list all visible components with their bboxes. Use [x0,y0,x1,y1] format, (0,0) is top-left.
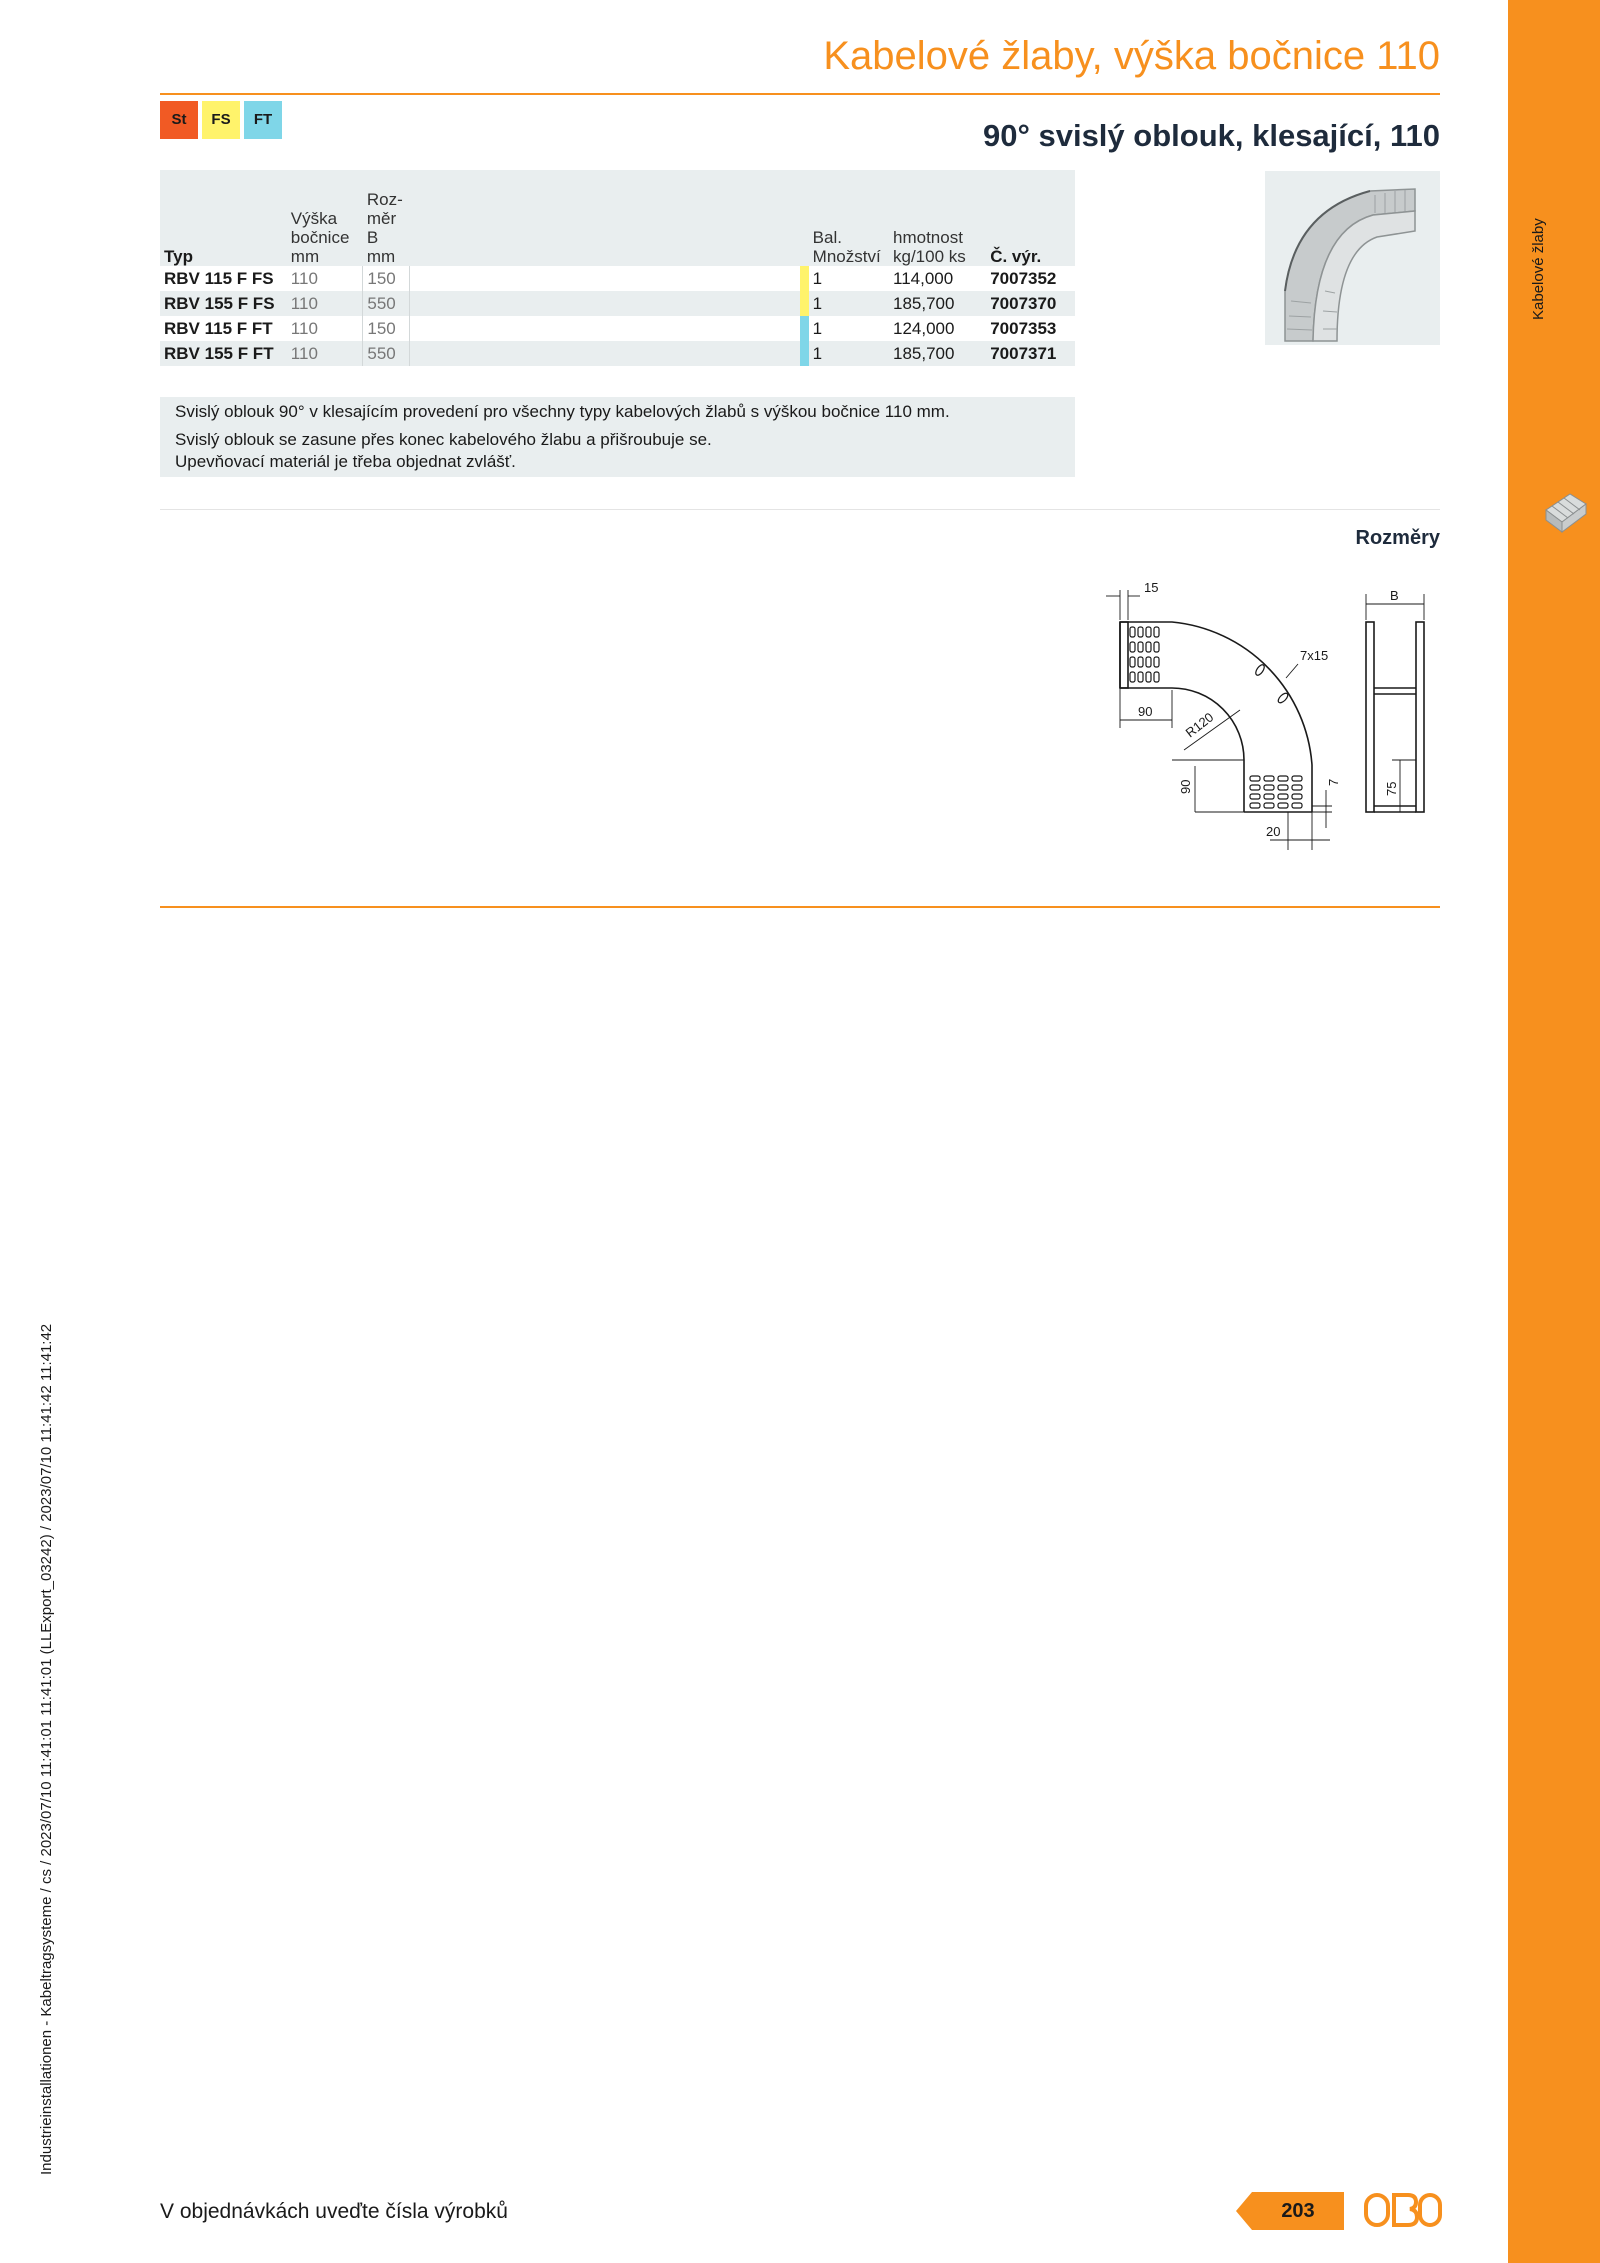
cell-rozmer: 550 [363,341,409,366]
cell-typ: RBV 115 F FS [160,266,287,291]
description-line: Svislý oblouk 90° v klesajícím provedení pro všechny typy kabelových žlabů s výškou bočnice 110 mm. [175,402,950,421]
cell-gap [409,291,800,316]
dim-radius: R120 [1182,709,1217,741]
dim-15: 15 [1144,580,1159,595]
dim-20: 20 [1266,824,1281,839]
page-number: 203 [1281,2200,1315,2222]
cell-typ: RBV 155 F FS [160,291,287,316]
header-typ: Typ [164,247,193,266]
product-title: 90° svislý oblouk, klesající, 110 [982,118,1440,153]
export-metadata-text: Industrieinstallationen - Kabeltragsysteme / cs / 2023/07/10 11:41:01 11:41:01 (LLExport_03242) / 2023/07/10 11:41:42 11:41:42 [38,1323,55,2175]
table-row [160,316,1075,341]
cell-cislo: 7007353 [986,316,1075,341]
cell-cislo: 7007370 [986,291,1075,316]
table-row [160,266,1075,291]
page-header-title: Kabelové žlaby, výška bočnice 110 [823,34,1440,78]
cell-typ: RBV 115 F FT [160,316,287,341]
header-mark [800,170,808,266]
header-bal: Bal. Množství [812,228,881,266]
product-photo [1265,171,1440,345]
dim-90-vertical: 90 [1178,779,1193,794]
header-vyska: Výška bočnice mm [290,209,350,266]
cell-gap [409,316,800,341]
finish-marker-ft [800,316,808,341]
dim-b: B [1390,588,1399,603]
header-rozmer: Roz- měr B mm [366,190,403,266]
table-row [160,291,1075,316]
cable-tray-thumbnail-icon [1540,488,1590,536]
cell-rozmer: 150 [363,266,409,291]
section-divider [160,509,1440,510]
cell-vyska: 110 [287,291,363,316]
badge-ft: FT [244,101,282,139]
cell-bal: 1 [809,266,889,291]
dim-7: 7 [1326,778,1341,786]
content-end-divider [160,906,1440,908]
cell-rozmer: 150 [363,316,409,341]
cell-cislo: 7007352 [986,266,1075,291]
cell-hmotnost: 124,000 [889,316,986,341]
cell-bal: 1 [809,316,889,341]
cell-vyska: 110 [287,316,363,341]
cell-vyska: 110 [287,266,363,291]
cell-gap [409,266,800,291]
header-cislo: Č. výr. [990,247,1042,266]
description-box [160,397,1075,477]
cell-hmotnost: 185,700 [889,341,986,366]
header-divider [160,93,1440,95]
side-color-bar [1508,0,1600,2263]
cell-hmotnost: 185,700 [889,291,986,316]
cell-hmotnost: 114,000 [889,266,986,291]
badge-st: St [160,101,198,139]
header-gap [409,170,800,266]
finish-marker-fs [800,291,808,316]
cell-bal: 1 [809,291,889,316]
cell-typ: RBV 155 F FT [160,341,287,366]
description-line: Svislý oblouk se zasune přes konec kabelového žlabu a přišroubuje se. [175,430,712,449]
dimensions-heading: Rozměry [1355,527,1440,549]
badge-fs: FS [202,101,240,139]
dim-90-horizontal: 90 [1138,704,1153,719]
table-header-row [160,170,1075,266]
section-side-label: Kabelové žlaby [1530,218,1547,320]
order-note: V objednávkách uveďte čísla výrobků [160,2200,508,2223]
spec-table [160,170,1075,366]
cell-rozmer: 550 [363,291,409,316]
cell-gap [409,341,800,366]
finish-marker-fs [800,266,808,291]
finish-marker-ft [800,341,808,366]
table-row [160,341,1075,366]
cell-bal: 1 [809,341,889,366]
obo-logo [1364,2192,1442,2228]
dim-75: 75 [1384,781,1399,796]
cell-vyska: 110 [287,341,363,366]
dimension-drawing [1100,560,1440,860]
cell-cislo: 7007371 [986,341,1075,366]
dim-slot: 7x15 [1300,648,1329,663]
description-line: Upevňovací materiál je třeba objednat zvlášť. [175,452,516,471]
header-hmotnost: hmotnost kg/100 ks [893,228,966,266]
